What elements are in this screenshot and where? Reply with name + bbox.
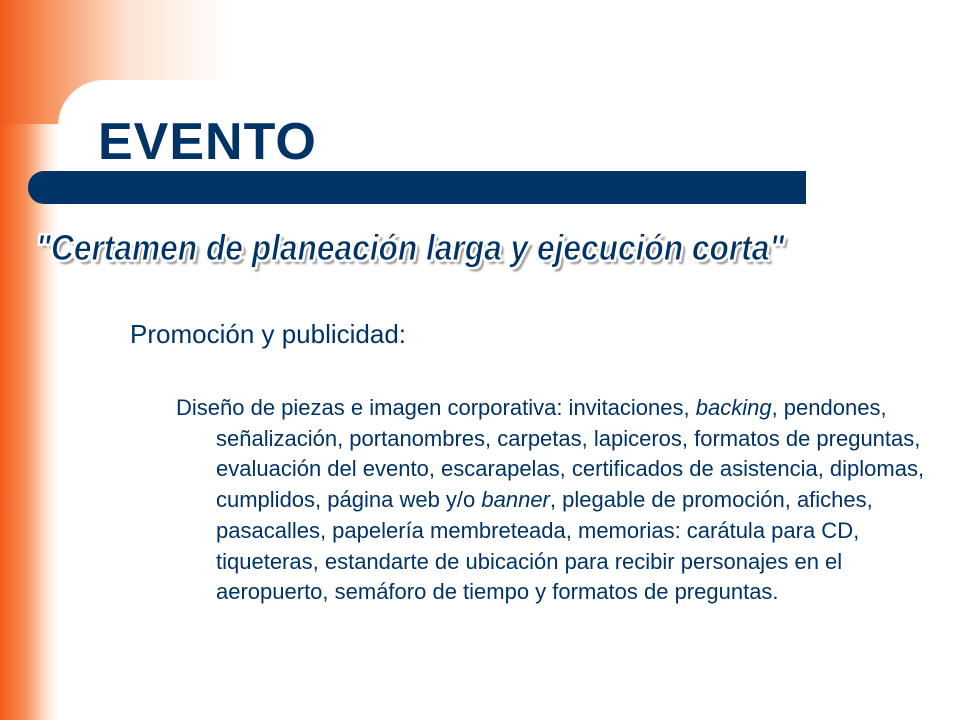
body-text-part-1: Diseño de piezas e imagen corporativa: invitaciones, (176, 395, 696, 420)
body-text-part-3: , plegable de promoción, afiches, pasacalles, papelería membreteada, memorias: carátula para CD, tiqueteras, estandarte de ubicación para recibir personajes en el aeropuerto, semáforo de tiempo y formatos de preguntas. (216, 487, 873, 605)
body-emphasis-banner: banner (481, 487, 550, 513)
title-underline-bar (28, 171, 806, 204)
body-emphasis-backing: backing (695, 395, 772, 420)
section-heading: Promoción y publicidad: (130, 319, 407, 349)
body-paragraph (176, 393, 936, 608)
slide-title: EVENTO (98, 113, 317, 171)
wordart-subtitle-text: "Certamen de planeación larga y ejecución corta" (36, 227, 785, 268)
body-text-part-2: , pendones, señalización, portanombres, carpetas, lapiceros, formatos de preguntas, evaluación del evento, escarapelas, certificados de asistencia, diplomas, cumplidos, página web y/o (216, 395, 925, 513)
wordart-subtitle (36, 226, 785, 270)
